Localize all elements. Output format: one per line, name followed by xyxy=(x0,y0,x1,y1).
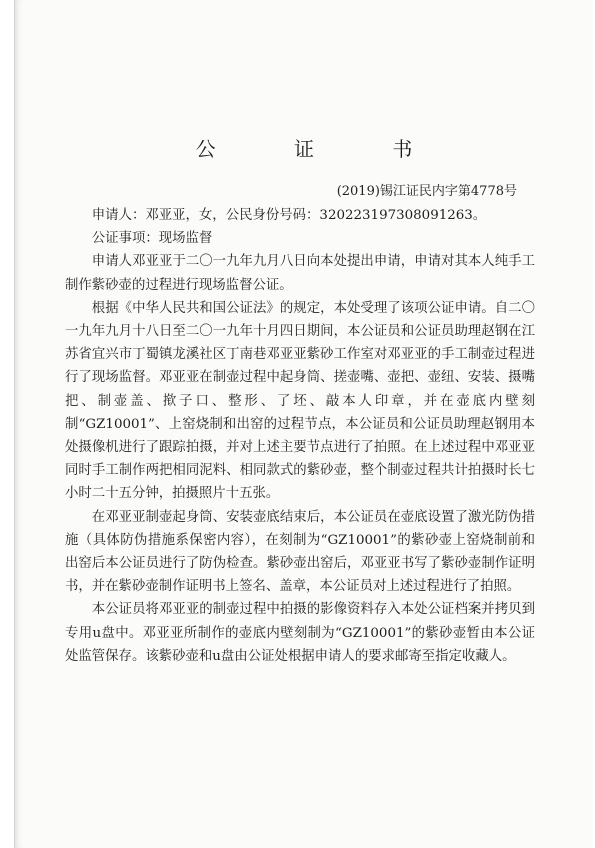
document-page xyxy=(14,0,593,848)
document-body xyxy=(65,204,535,668)
paragraph: 本公证员将邓亚亚的制壶过程中拍摄的影像资料存入本处公证档案并拷贝到专用u盘中。邓亚亚所制作的壶底内壁刻制为“GZ10001”的紫砂壶暂由本公证处监管保存。该紫砂壶和u盘由公证处根据申请人的要求邮寄至指定收藏人。 xyxy=(65,602,535,664)
paragraph: 根据《中华人民共和国公证法》的规定，本处受理了该项公证申请。自二〇一九年九月十八日至二〇一九年十月四日期间，本公证员和公证员助理赵钢在江苏省宜兴市丁蜀镇龙溪社区丁南巷邓亚亚紫砂工作室对邓亚亚的手工制壶过程进行了现场监督。邓亚亚在制壶过程中起身筒、搓壶嘴、壶把、壶纽、安装、摄嘴把、制壶盖、揿子口、整形、了坯、敲本人印章，并在壶底内壁刻制“GZ10001”、上窑烧制和出窑的过程节点，本公证员和公证员助理赵钢用本处摄像机进行了跟踪拍摄，并对上述主要节点进行了拍照。在上述过程中邓亚亚同时手工制作两把相同泥料、相同款式的紫砂壶，整个制壶过程共计拍摄时长七小时二十五分钟，拍摄照片十五张。 xyxy=(65,300,535,502)
matter-line: 公证事项：现场监督 xyxy=(91,231,213,247)
document-title: 公 证 书 xyxy=(195,137,449,161)
paragraph: 申请人邓亚亚于二〇一九年九月八日向本处提出申请，申请对其本人纯手工制作紫砂壶的过程进行现场监督公证。 xyxy=(65,254,535,293)
scan-margin xyxy=(0,0,14,848)
paragraph: 在邓亚亚制壶起身筒、安装壶底结束后，本公证员在壶底设置了激光防伪措施（具体防伪措施系保密内容），在刻制为“GZ10001”的紫砂壶上窑烧制前和出窑后本公证员进行了防伪检查。紫砂壶出窑后，邓亚亚书写了紫砂壶制作证明书，并在紫砂壶制作证明书上签名、盖章，本公证员对上述过程进行了拍照。 xyxy=(65,509,535,595)
document-number: (2019)锡江证民内字第4778号 xyxy=(336,184,517,199)
applicant-line: 申请人：邓亚亚，女，公民身份号码：320223197308091263。 xyxy=(91,208,487,223)
